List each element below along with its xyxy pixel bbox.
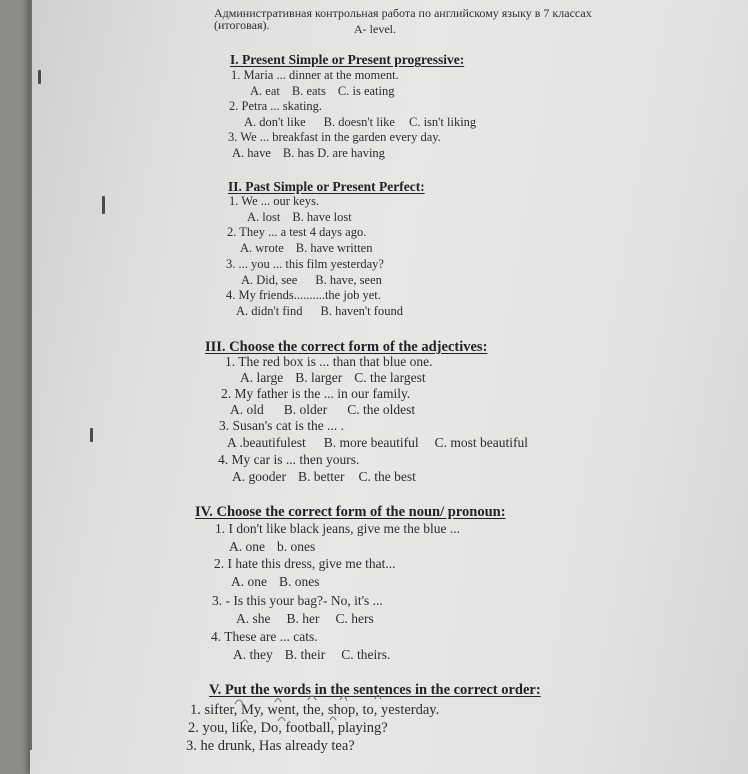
question-text: 2. They ... a test 4 days ago. (227, 225, 367, 239)
question-text: 2. Petra ... skating. (229, 99, 323, 113)
question-text: 1. I don't like black jeans, give me the blue ... (215, 521, 460, 536)
option: A. one (231, 574, 267, 589)
option: A. she (236, 611, 271, 626)
option: C. the largest (354, 370, 426, 385)
question-text: 1. sifter, My, went, the, shop, to, yesterday. (190, 702, 440, 718)
question-text: 3. - Is this your bag?- No, it's ... (212, 593, 383, 608)
header-final-label: (итоговая). (214, 18, 270, 32)
question-text: 1. Maria ... dinner at the moment. (231, 68, 399, 82)
section-2-title: II. Past Simple or Present Perfect: (228, 179, 425, 194)
question-text: 1. We ... our keys. (229, 194, 320, 208)
option: A. eat (250, 84, 280, 98)
answer-options (232, 146, 397, 161)
binder-hole-mark (38, 70, 41, 84)
option: A. have (232, 146, 271, 160)
answer-options (232, 469, 428, 485)
answer-options (240, 241, 384, 256)
question-text: 4. My car is ... then yours. (218, 452, 360, 467)
option: B. have lost (292, 210, 352, 224)
section-4-title: IV. Choose the correct form of the noun/ pronoun: (195, 504, 506, 520)
option: A. large (240, 370, 284, 385)
question-text: 3. Susan's cat is the ... . (219, 418, 345, 433)
option: A. wrote (240, 241, 284, 255)
answer-options (241, 273, 394, 288)
answer-options (227, 435, 540, 451)
option: A. old (230, 402, 264, 417)
answer-options (240, 370, 438, 386)
question-text: 4. My friends..........the job yet. (226, 288, 381, 302)
binder-hole-mark (90, 428, 93, 442)
question-text: 3. he drunk, Has already tea? (186, 738, 355, 754)
option: B. older (283, 402, 328, 417)
question-text: 3. We ... breakfast in the garden every day. (228, 130, 441, 144)
section-5-title: V. Put the words in the sentences in the correct order: (209, 682, 541, 698)
option: B. have written (295, 241, 373, 255)
option: B. haven't found (320, 304, 403, 318)
option: C. most beautiful (434, 435, 528, 450)
option: C. theirs. (341, 647, 391, 662)
question-text: 1. The red box is ... than that blue one. (225, 354, 433, 369)
section-3-title: III. Choose the correct form of the adjectives: (205, 339, 488, 355)
option: A .beautifulest (227, 435, 306, 450)
option: B. has D. are having (282, 146, 385, 160)
question-text: 2. you, like, Do, football, playing? (188, 720, 388, 736)
answer-options (244, 115, 488, 130)
option: C. hers (335, 611, 374, 626)
option: A. didn't find (236, 304, 303, 318)
option: A. don't like (244, 115, 306, 129)
pencil-marks (180, 690, 480, 750)
answer-options (236, 611, 386, 627)
option: B. larger (295, 370, 343, 385)
option: B. better (298, 469, 345, 484)
question-text: 4. These are ... cats. (211, 629, 318, 644)
option: B. ones (279, 574, 320, 589)
option: A. gooder (232, 469, 286, 484)
binder-hole-mark (102, 196, 105, 214)
answer-options (231, 574, 332, 590)
option: C. the oldest (347, 402, 416, 417)
question-text: 3. ... you ... this film yesterday? (226, 257, 384, 271)
question-text: 2. I hate this dress, give me that... (214, 556, 396, 571)
option: B. have, seen (315, 273, 382, 287)
option: A. lost (247, 210, 281, 224)
option: C. is eating (337, 84, 395, 98)
option: B. their (284, 647, 326, 662)
option: C. isn't liking (408, 115, 477, 129)
option: B. more beautiful (323, 435, 419, 450)
answer-options (233, 647, 402, 663)
answer-options (229, 539, 327, 555)
option: B. her (286, 611, 320, 626)
header-title-line: Административная контрольная работа по английскому языку в 7 классах (214, 6, 592, 20)
option: B. eats (291, 84, 326, 98)
option: A. they (233, 647, 273, 662)
answer-options (230, 402, 427, 418)
question-text: 2. My father is the ... in our family. (221, 386, 411, 401)
section-1-title: I. Present Simple or Present progressive: (230, 52, 465, 67)
option: A. Did, see (241, 273, 298, 287)
option: A. one (229, 539, 265, 554)
option: C. the best (358, 469, 416, 484)
answer-options (250, 84, 406, 99)
answer-options (236, 304, 415, 319)
option: b. ones (277, 539, 316, 554)
header-level-label: A- level. (354, 22, 396, 36)
answer-options (247, 210, 364, 225)
option: B. doesn't like (323, 115, 395, 129)
sheet-edge (30, 0, 32, 750)
